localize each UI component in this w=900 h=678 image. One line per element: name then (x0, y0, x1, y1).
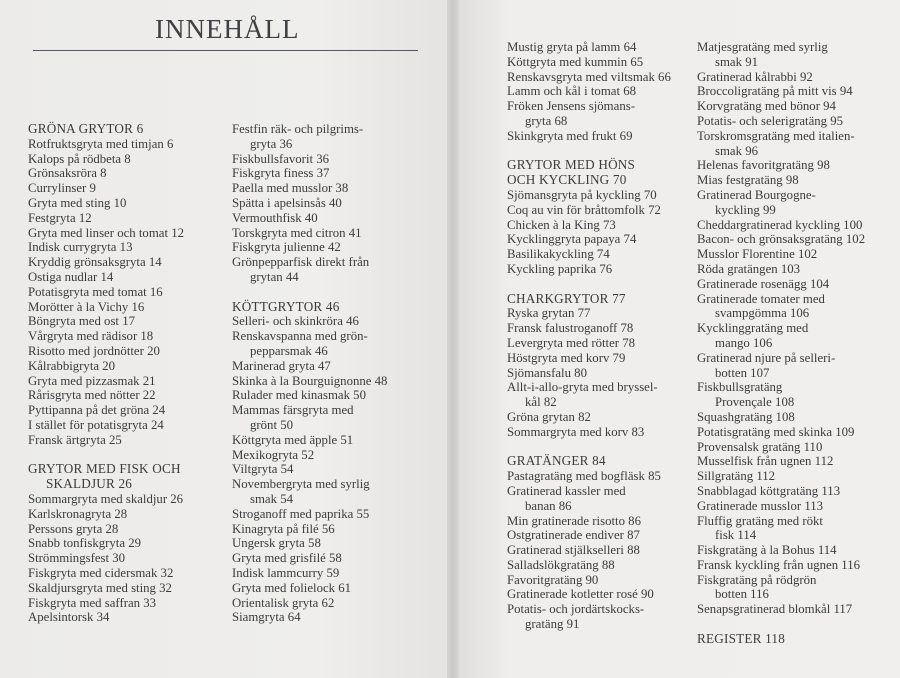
toc-entry: Currylinser 9 (28, 181, 96, 196)
toc-entry: Gryta med sting 10 (28, 195, 127, 210)
toc-entry: Apelsintorsk 34 (28, 610, 110, 625)
toc-entry: Squashgratäng 108 (697, 409, 795, 424)
section-heading: KÖTTGRYTOR 46 (232, 298, 340, 314)
toc-entry: Festgryta 12 (28, 210, 92, 225)
toc-column-4 (697, 40, 865, 647)
section-heading: SKALDJUR 26 (46, 476, 133, 492)
toc-entry: Indisk currygryta 13 (28, 240, 133, 255)
toc-entry: Renskavsgryta med viltsmak 66 (507, 69, 671, 84)
toc-entry-continuation: fisk 114 (715, 528, 757, 543)
toc-entry-continuation: gryta 36 (250, 136, 293, 151)
toc-entry: Gryta med linser och tomat 12 (28, 225, 185, 240)
toc-entry-continuation: botten 116 (715, 587, 769, 602)
toc-entry: Kryddig grönsaksgryta 14 (28, 255, 162, 270)
toc-entry: Gratinerad kålrabbi 92 (697, 69, 813, 84)
toc-entry: Skaldjursgryta med sting 32 (28, 580, 172, 595)
toc-entry: Potatisgratäng med skinka 109 (697, 424, 855, 439)
toc-entry: Cheddargratinerad kyckling 100 (697, 217, 863, 232)
toc-entry: Höstgryta med korv 79 (507, 350, 626, 365)
toc-entry-continuation: grytan 44 (250, 269, 299, 284)
section-heading: GRATÄNGER 84 (507, 453, 606, 469)
toc-entry: Fiskgryta med cidersmak 32 (28, 565, 174, 580)
toc-entry: Gratinerad stjälkselleri 88 (507, 543, 640, 558)
toc-entry: Salladslökgratäng 88 (507, 557, 615, 572)
toc-entry: Grönsaksröra 8 (28, 166, 107, 181)
toc-entry: Potatis- och selerigratäng 95 (697, 113, 844, 128)
toc-entry: Rotfruktsgryta med timjan 6 (28, 136, 174, 151)
toc-entry: Fluffig gratäng med rökt (697, 513, 823, 528)
toc-entry: I stället för potatisgryta 24 (28, 417, 164, 432)
toc-entry: Min gratinerade risotto 86 (507, 513, 641, 528)
section-spacer (697, 617, 865, 632)
toc-entry: Marinerad gryta 47 (232, 358, 331, 373)
toc-column-1 (28, 122, 184, 625)
toc-entry-continuation: smak 91 (715, 54, 759, 69)
toc-entry: Levergryta med rötter 78 (507, 335, 636, 350)
toc-entry: Sjömansfalu 80 (507, 365, 587, 380)
toc-entry: Potatis- och jordärtskocks- (507, 602, 645, 617)
toc-entry: Vermouthfisk 40 (232, 210, 318, 225)
toc-entry: Röda gratängen 103 (697, 261, 801, 276)
toc-entry: Renskavspanna med grön- (232, 329, 368, 344)
toc-entry: Ostgratinerade endiver 87 (507, 528, 640, 543)
toc-entry: Skinka à la Bourguignonne 48 (232, 373, 388, 388)
toc-entry: Fransk ärtgryta 25 (28, 432, 122, 447)
toc-entry: Rulader med kinasmak 50 (232, 388, 366, 403)
toc-entry: Fiskgryta med saffran 33 (28, 595, 157, 610)
toc-entry: Fransk kyckling från ugnen 116 (697, 557, 861, 572)
section-heading: GRÖNA GRYTOR 6 (28, 121, 144, 136)
toc-entry-continuation: smak 54 (250, 491, 294, 506)
toc-entry: Fiskgratäng à la Bohus 114 (697, 543, 837, 558)
toc-entry: Pastagratäng med bogfläsk 85 (507, 469, 661, 484)
toc-entry: Kålrabbigryta 20 (28, 358, 116, 373)
toc-entry: Köttgryta med äpple 51 (232, 432, 354, 447)
toc-column-2 (232, 122, 387, 625)
toc-entry: Mustig gryta på lamm 64 (507, 40, 637, 54)
toc-entry: Ostiga nudlar 14 (28, 269, 114, 284)
toc-column-3 (507, 40, 671, 632)
toc-entry: Viltgryta 54 (232, 462, 294, 477)
toc-entry-continuation: mango 106 (715, 335, 773, 350)
toc-entry-continuation: pepparsmak 46 (250, 343, 328, 358)
toc-entry: Morötter à la Vichy 16 (28, 299, 145, 314)
toc-entry: Novembergryta med syrlig (232, 477, 370, 492)
toc-entry: Sommargryta med skaldjur 26 (28, 491, 184, 506)
toc-entry: Sommargryta med korv 83 (507, 424, 645, 439)
toc-entry: Favoritgratäng 90 (507, 572, 599, 587)
section-heading: REGISTER 118 (697, 630, 785, 646)
section-heading: GRYTOR MED FISK OCH (28, 461, 181, 477)
toc-entry: Gratinerade musslor 113 (697, 498, 824, 513)
toc-entry: Torskromsgratäng med italien- (697, 128, 855, 143)
toc-entry: Provensalsk gratäng 110 (697, 439, 823, 454)
toc-entry-continuation: gratäng 91 (525, 617, 580, 632)
toc-entry: Rårisgryta med nötter 22 (28, 388, 156, 403)
toc-entry: Sjömansgryta på kyckling 70 (507, 187, 657, 202)
section-spacer (232, 285, 387, 300)
toc-entry: Fransk falustroganoff 78 (507, 321, 634, 336)
section-heading: CHARKGRYTOR 77 (507, 290, 626, 306)
toc-entry: Grönpepparfisk direkt från (232, 255, 370, 270)
toc-entry: Kycklinggryta papaya 74 (507, 232, 637, 247)
toc-entry: Fröken Jensens sjömans- (507, 99, 635, 114)
toc-entry: Broccoligratäng på mitt vis 94 (697, 84, 853, 99)
toc-entry: Gryta med grisfilé 58 (232, 551, 342, 566)
toc-entry: Senapsgratinerad blomkål 117 (697, 602, 853, 617)
toc-entry-continuation: gryta 68 (525, 113, 568, 128)
toc-entry-continuation: grönt 50 (250, 417, 294, 432)
toc-entry-continuation: smak 96 (715, 143, 759, 158)
page-title: INNEHÅLL (155, 14, 300, 44)
toc-entry: Karlskronagryta 28 (28, 506, 128, 521)
section-spacer (28, 448, 184, 463)
toc-entry: Fiskbullsgratäng (697, 380, 783, 395)
toc-entry: Fiskgryta julienne 42 (232, 240, 341, 255)
toc-entry: Gratinerade kotletter rosé 90 (507, 587, 654, 602)
toc-entry: Chicken à la King 73 (507, 217, 616, 232)
toc-entry-continuation: banan 86 (525, 498, 572, 513)
toc-entry: Kycklinggratäng med (697, 321, 809, 336)
title-underline (33, 50, 418, 51)
toc-entry: Gratinerad kassler med (507, 483, 626, 498)
toc-entry: Fiskgratäng på rödgrön (697, 572, 817, 587)
toc-entry: Fiskgryta finess 37 (232, 166, 330, 181)
toc-entry: Fiskbullsfavorit 36 (232, 151, 330, 166)
toc-entry: Snabb tonfiskgryta 29 (28, 536, 142, 551)
section-spacer (507, 277, 671, 292)
toc-entry: Mexikogryta 52 (232, 447, 315, 462)
toc-entry: Gratinerade tomater med (697, 291, 825, 306)
toc-entry: Snabblagad köttgratäng 113 (697, 483, 841, 498)
toc-entry: Pyttipanna på det gröna 24 (28, 403, 166, 418)
section-heading: GRYTOR MED HÖNS (507, 157, 636, 173)
toc-entry: Festfin räk- och pilgrims- (232, 122, 364, 136)
toc-entry: Indisk lammcurry 59 (232, 565, 340, 580)
toc-entry: Matjesgratäng med syrlig (697, 40, 828, 54)
toc-entry: Ryska grytan 77 (507, 306, 591, 321)
toc-entry: Paella med musslor 38 (232, 181, 349, 196)
toc-entry: Gröna grytan 82 (507, 409, 591, 424)
toc-entry: Ungersk gryta 58 (232, 536, 321, 551)
toc-entry: Gratinerad Bourgogne- (697, 187, 816, 202)
toc-entry: Strömmingsfest 30 (28, 551, 126, 566)
toc-entry: Spätta i apelsinsås 40 (232, 195, 342, 210)
section-spacer (507, 144, 671, 159)
toc-entry: Selleri- och skinkröra 46 (232, 314, 359, 329)
toc-entry: Vårgryta med rädisor 18 (28, 329, 154, 344)
toc-entry: Siamgryta 64 (232, 610, 301, 625)
toc-entry: Lamm och kål i tomat 68 (507, 84, 637, 99)
toc-entry-continuation: svampgömma 106 (715, 306, 810, 321)
toc-entry: Sillgratäng 112 (697, 469, 776, 484)
toc-entry: Skinkgryta med frukt 69 (507, 128, 633, 143)
toc-entry-continuation: botten 107 (715, 365, 770, 380)
toc-entry: Stroganoff med paprika 55 (232, 506, 370, 521)
toc-entry: Kyckling paprika 76 (507, 261, 613, 276)
toc-entry: Basilikakyckling 74 (507, 247, 610, 262)
section-heading: OCH KYCKLING 70 (507, 172, 627, 188)
toc-entry: Gryta med pizzasmak 21 (28, 373, 156, 388)
toc-entry: Bacon- och grönsaksgratäng 102 (697, 232, 866, 247)
toc-entry-continuation: kål 82 (525, 395, 557, 410)
toc-entry: Mammas färsgryta med (232, 403, 354, 418)
toc-entry-continuation: kyckling 99 (715, 202, 776, 217)
toc-entry: Gryta med folielock 61 (232, 580, 352, 595)
toc-entry: Musslor Florentine 102 (697, 247, 818, 262)
toc-entry: Coq au vin för bråttomfolk 72 (507, 202, 661, 217)
toc-entry: Musselfisk från ugnen 112 (697, 454, 834, 469)
toc-entry: Köttgryta med kummin 65 (507, 54, 644, 69)
toc-entry-continuation: Provençale 108 (715, 395, 795, 410)
toc-entry: Gratinerade rosenägg 104 (697, 276, 830, 291)
book-gutter (447, 0, 459, 678)
toc-entry: Kinagryta på filé 56 (232, 521, 335, 536)
toc-entry: Korvgratäng med bönor 94 (697, 99, 836, 114)
toc-entry: Potatisgryta med tomat 16 (28, 284, 163, 299)
toc-entry: Risotto med jordnötter 20 (28, 343, 160, 358)
toc-entry: Böngryta med ost 17 (28, 314, 135, 329)
toc-entry: Mias festgratäng 98 (697, 173, 799, 188)
toc-entry: Orientalisk gryta 62 (232, 595, 335, 610)
toc-entry: Kalops på rödbeta 8 (28, 151, 131, 166)
toc-entry: Perssons gryta 28 (28, 521, 119, 536)
section-spacer (507, 440, 671, 455)
toc-entry: Torskgryta med citron 41 (232, 225, 362, 240)
toc-entry: Helenas favoritgratäng 98 (697, 158, 830, 173)
toc-entry: Allt-i-allo-gryta med bryssel- (507, 380, 658, 395)
toc-entry: Gratinerad njure på selleri- (697, 350, 836, 365)
